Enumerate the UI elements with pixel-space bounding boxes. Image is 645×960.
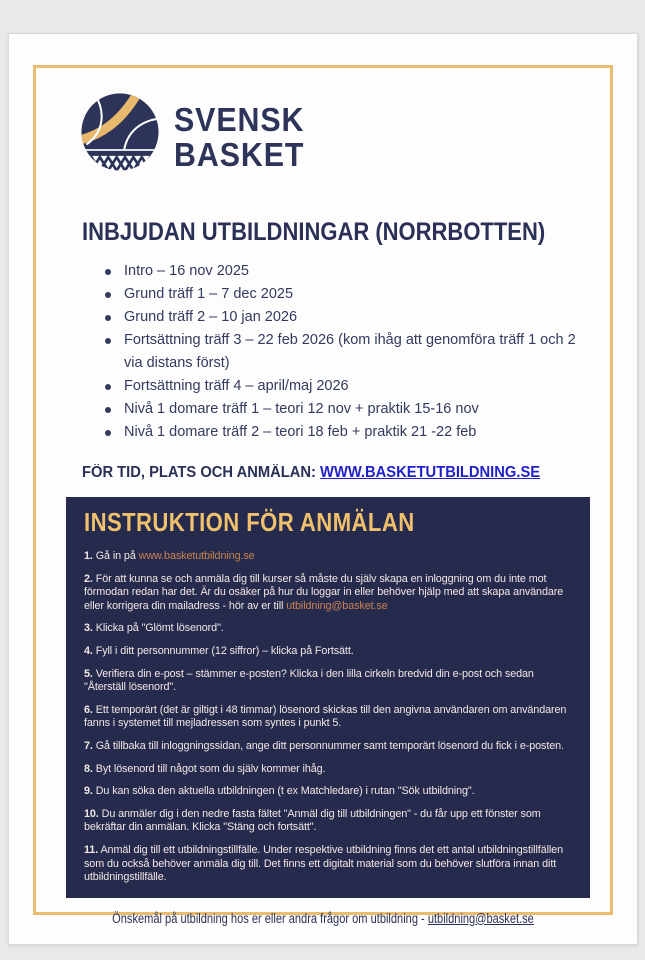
instruction-step — [84, 785, 572, 799]
step-number: 3. — [84, 622, 93, 635]
footer-email-link[interactable]: utbildning@basket.se — [427, 910, 534, 926]
instruction-step — [84, 622, 572, 636]
footer-note — [88, 911, 559, 926]
instruction-step — [84, 844, 572, 885]
instructions-title: INSTRUKTION FÖR ANMÄLAN — [84, 507, 415, 537]
cta-label: FÖR TID, PLATS OCH ANMÄLAN: — [82, 464, 316, 481]
footer-text: Önskemål på utbildning hos er eller andra frågor om utbildning - — [112, 910, 428, 926]
step-text: För att kunna se och anmäla dig till kurser så måste du själv skapa en inloggning om du inte mot förmodan redan har det. Är du osäker på hur du loggar in eller behöver hjälp med att skapa användare eller korrigera din mailadress - hör av er till — [84, 572, 564, 612]
step-text: Fyll i ditt personnummer (12 siffror) – klicka på Fortsätt. — [95, 644, 354, 657]
step-number: 9. — [84, 785, 93, 798]
step-text: Du anmäler dig i den nedre fasta fältet "Anmäl dig till utbildningen" - du får upp ett fönster som bekräftar din anmälan. Klicka "Stäng och fortsätt". — [84, 807, 541, 834]
logo-wordmark — [174, 102, 304, 172]
event-item: Fortsättning träff 4 – april/maj 2026 — [100, 375, 580, 398]
cta-line — [82, 464, 584, 482]
instruction-step — [84, 668, 572, 695]
event-item: Grund träff 1 – 7 dec 2025 — [100, 283, 580, 306]
step-link[interactable]: utbildning@basket.se — [286, 599, 388, 612]
event-item: Nivå 1 domare träff 1 – teori 12 nov + praktik 15-16 nov — [100, 398, 580, 421]
step-number: 8. — [84, 762, 93, 775]
event-item: Fortsättning träff 3 – 22 feb 2026 (kom ihåg att genomföra träff 1 och 2 via distans först) — [100, 329, 580, 375]
step-number: 10. — [84, 807, 99, 820]
instruction-step — [84, 573, 572, 614]
gold-border-frame — [33, 65, 613, 926]
step-number: 11. — [84, 843, 99, 856]
instruction-step — [84, 704, 572, 731]
step-link[interactable]: www.basketutbildning.se — [138, 550, 255, 562]
page-title: INBJUDAN UTBILDNINGAR (NORRBOTTEN) — [82, 218, 546, 246]
step-number: 1. — [84, 550, 93, 562]
logo-word-2: BASKET — [174, 136, 305, 173]
step-number: 7. — [84, 739, 93, 752]
event-item: Intro – 16 nov 2025 — [100, 260, 580, 283]
instruction-step — [84, 645, 572, 659]
step-text: Verifiera din e-post – stämmer e-posten? Klicka i den lilla cirkeln bredvid din e-post och sedan "Återställ lösenord". — [84, 667, 534, 694]
instruction-step — [84, 763, 572, 777]
step-text: Du kan söka den aktuella utbildningen (t ex Matchledare) i rutan "Sök utbildning". — [95, 785, 475, 798]
event-item: Grund träff 2 – 10 jan 2026 — [100, 306, 580, 329]
step-text: Gå tillbaka till inloggningssidan, ange ditt personnummer samt temporärt lösenord du fick i e-posten. — [95, 739, 564, 752]
step-number: 5. — [84, 667, 93, 680]
step-text: Klicka på "Glömt lösenord". — [95, 622, 224, 635]
step-number: 6. — [84, 703, 93, 716]
step-number: 4. — [84, 644, 93, 657]
cta-link[interactable]: WWW.BASKETUTBILDNING.SE — [320, 464, 541, 481]
document-page — [8, 33, 638, 945]
event-list — [100, 260, 580, 444]
svensk-basket-logo — [78, 90, 610, 184]
event-item: Nivå 1 domare träff 2 – teori 18 feb + praktik 21 -22 feb — [100, 421, 580, 444]
instruction-step — [84, 550, 572, 564]
step-text: Ett temporärt (det är giltigt i 48 timmar) lösenord skickas till den angivna användaren om användaren fanns i systemet till mejladressen som syntes i punkt 5. — [84, 703, 567, 730]
step-text: Gå in på — [95, 550, 139, 562]
basketball-net-icon — [78, 90, 162, 184]
logo-word-1: SVENSK — [174, 101, 305, 138]
step-number: 2. — [84, 572, 93, 585]
step-text: Byt lösenord till något som du själv kommer ihåg. — [95, 762, 326, 775]
step-text: Anmäl dig till ett utbildningstillfälle. Under respektive utbildning finns det ett antal utbildningstillfällen som du också behöver anmäla dig till. Det finns ett digitalt material som du behöver slutföra innan ditt utbildningstillfälle. — [84, 843, 563, 884]
instruction-step — [84, 740, 572, 754]
instructions-box — [66, 497, 590, 898]
instruction-step — [84, 808, 572, 835]
